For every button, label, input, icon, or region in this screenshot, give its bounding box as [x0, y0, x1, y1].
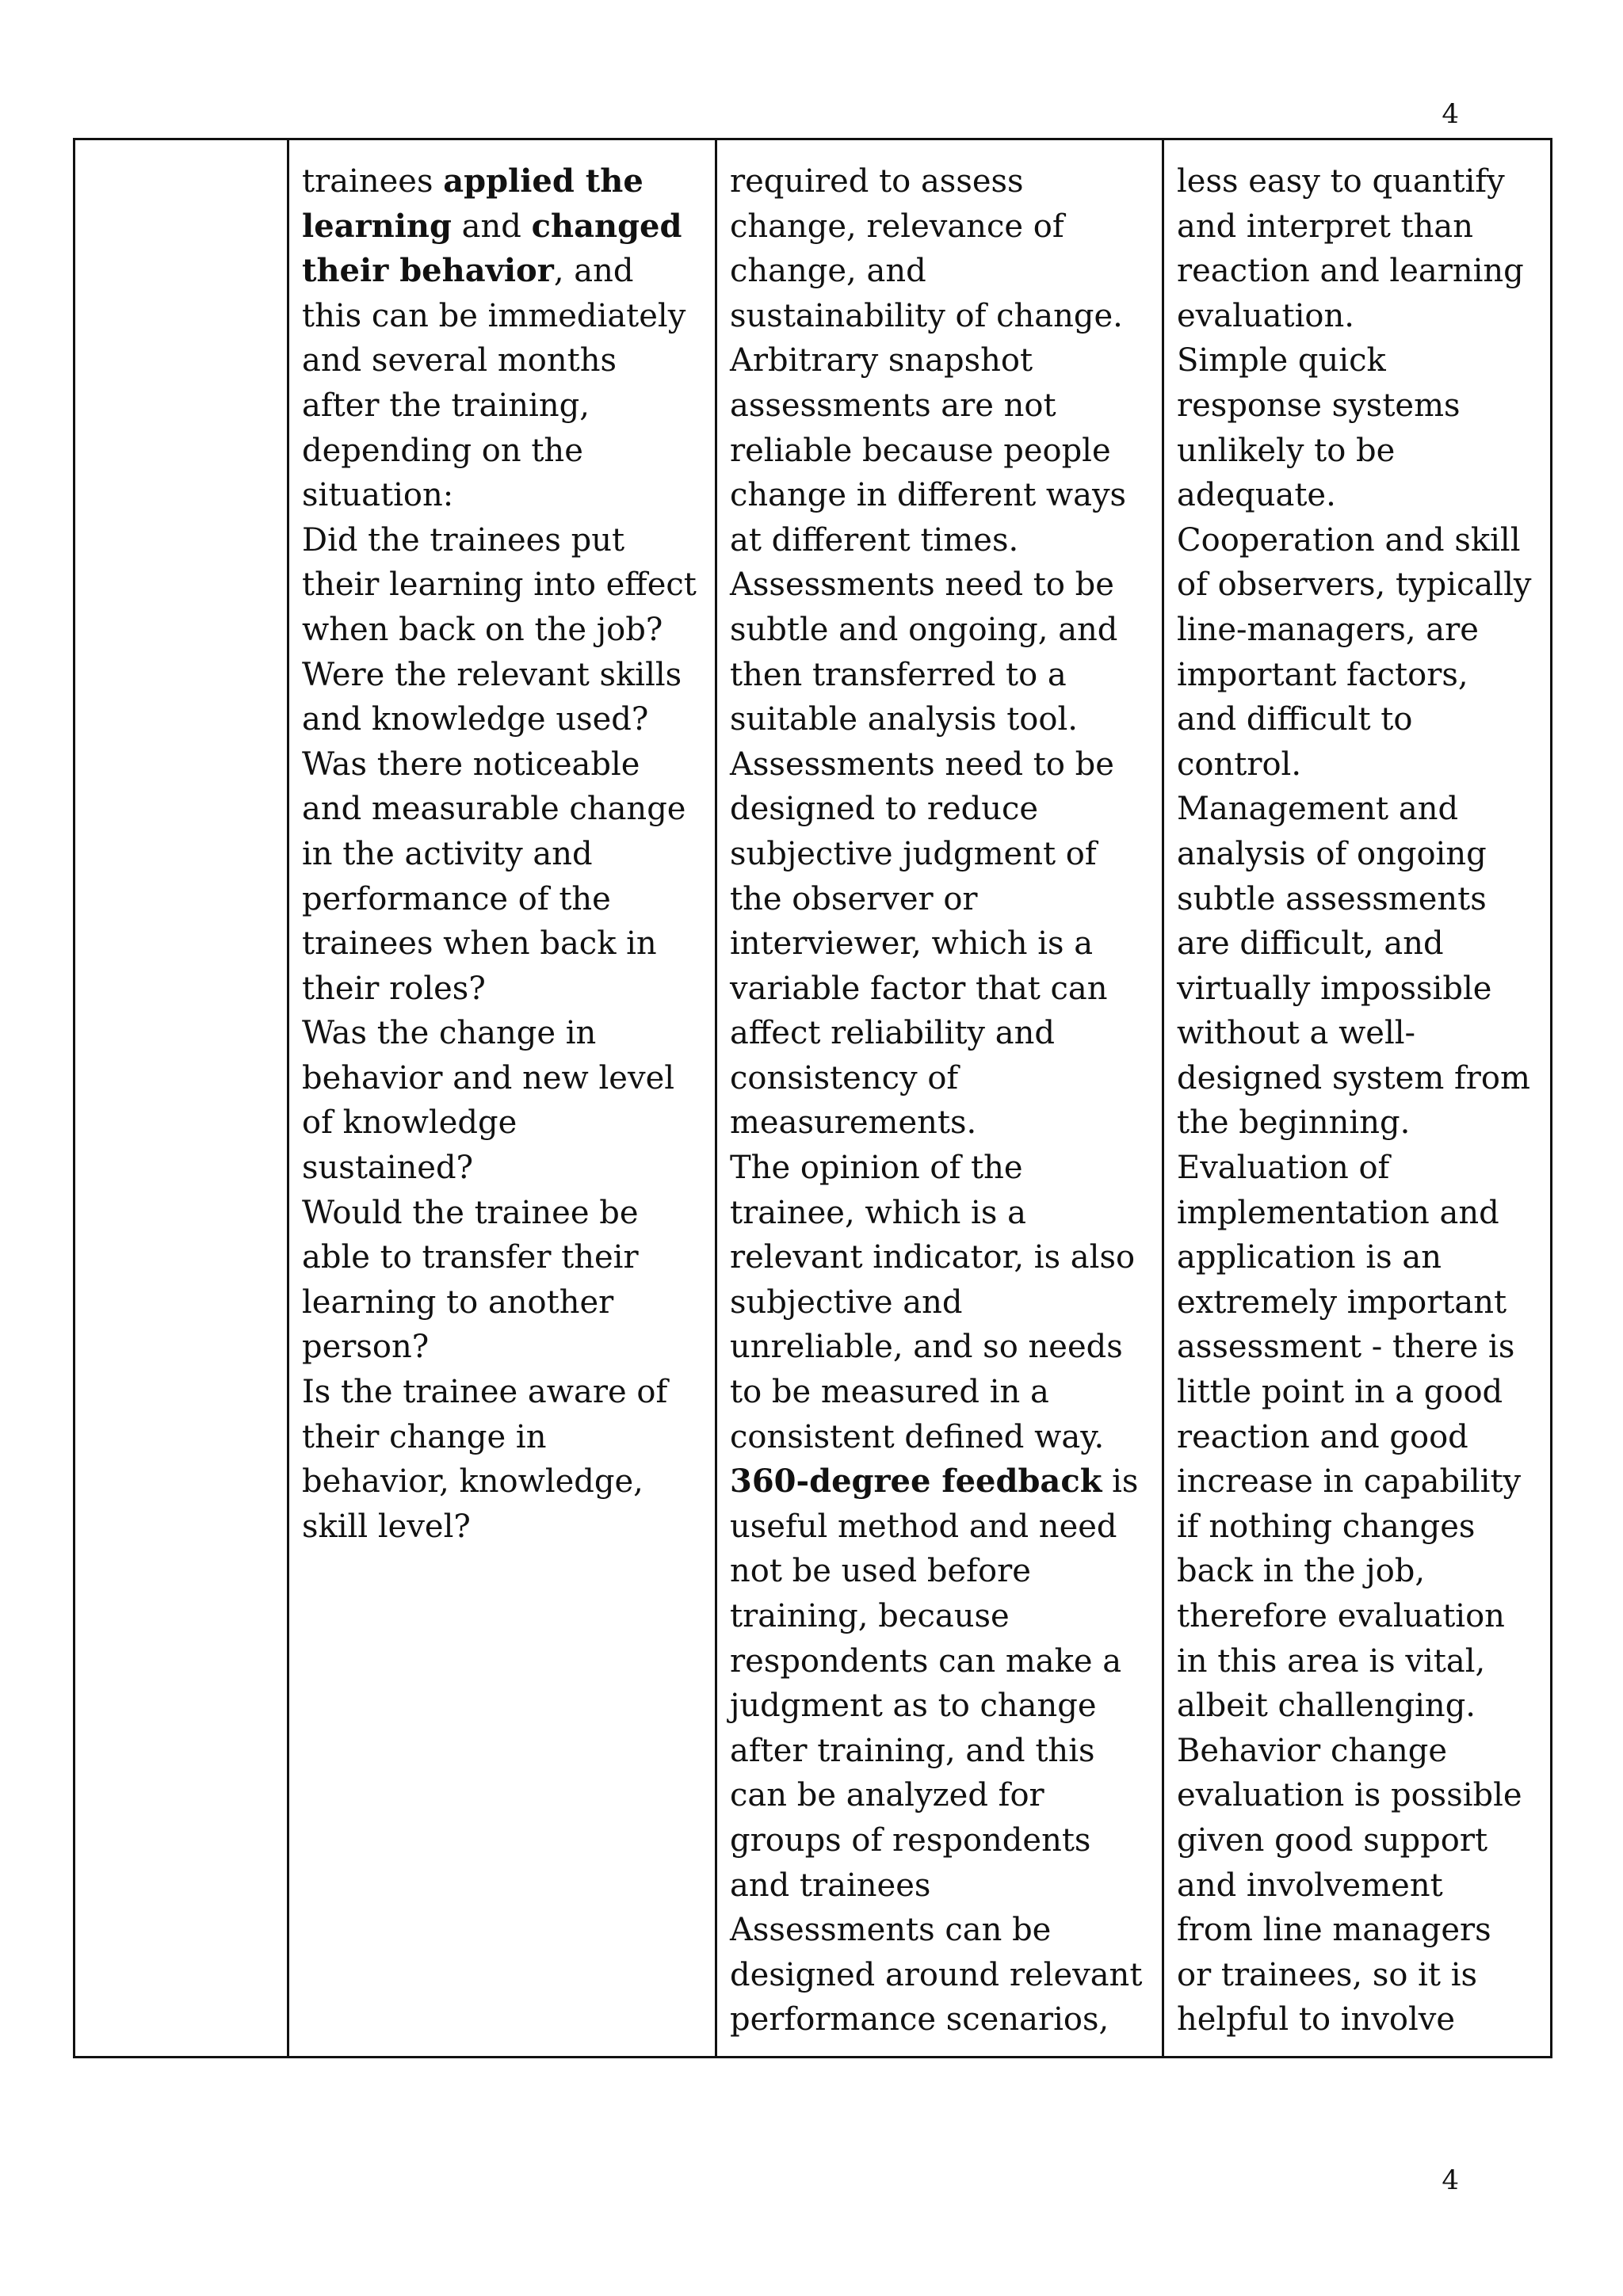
text-run: behavior and new level: [302, 1059, 675, 1097]
text-line: [730, 429, 1155, 474]
text-line: [730, 518, 1155, 563]
text-run: person?: [302, 1329, 430, 1366]
bold-text: applied the: [443, 162, 643, 200]
text-line: [1177, 1549, 1544, 1594]
text-line: [730, 1594, 1155, 1639]
text-run: Assessments need to be: [730, 746, 1114, 783]
text-line: [302, 742, 708, 788]
text-run: implementation and: [1177, 1194, 1499, 1231]
text-run: useful method and need: [730, 1508, 1117, 1545]
text-run: back in the job,: [1177, 1553, 1426, 1590]
text-run: helpful to involve: [1177, 2001, 1456, 2039]
text-run: required to assess: [730, 163, 1024, 200]
text-line: [730, 921, 1155, 967]
text-run: then transferred to a: [730, 656, 1067, 693]
text-run: and knowledge used?: [302, 701, 649, 738]
text-line: [1177, 1908, 1544, 1953]
text-line: [730, 1235, 1155, 1280]
text-run: control.: [1177, 746, 1302, 783]
text-run: this can be immediately: [302, 297, 686, 334]
text-line: [1177, 1011, 1544, 1056]
text-line: [730, 1011, 1155, 1056]
text-line: [302, 1505, 708, 1550]
text-line: [1177, 1505, 1544, 1550]
text-run: response systems: [1177, 387, 1461, 424]
text-line: [1177, 1863, 1544, 1909]
text-line: [302, 1280, 708, 1325]
text-line: [302, 159, 708, 204]
notes-cell: [1163, 139, 1552, 2058]
text-run: extremely important: [1177, 1283, 1507, 1321]
text-run: or trainees, so it is: [1177, 1956, 1478, 1993]
text-line: [730, 563, 1155, 608]
bold-text: 360-degree feedback: [730, 1463, 1102, 1501]
text-run: reaction and learning: [1177, 253, 1524, 290]
bold-text: changed: [531, 207, 682, 245]
text-run: and measurable change: [302, 791, 686, 828]
text-line: [730, 473, 1155, 518]
text-run: Simple quick: [1177, 342, 1386, 379]
text-line: [1177, 832, 1544, 877]
text-run: if nothing changes: [1177, 1508, 1476, 1545]
text-line: [302, 1011, 708, 1056]
text-line: [730, 1997, 1155, 2042]
text-line: [1177, 1191, 1544, 1236]
text-line: [302, 1325, 708, 1370]
text-line: [1177, 742, 1544, 788]
text-line: [730, 1818, 1155, 1863]
text-run: trainees: [302, 163, 444, 200]
text-line: [1177, 608, 1544, 653]
text-line: [302, 1415, 708, 1460]
text-run: are difficult, and: [1177, 925, 1444, 963]
text-run: training, because: [730, 1598, 1010, 1634]
text-run: albeit challenging.: [1177, 1688, 1476, 1725]
text-run: at different times.: [730, 521, 1019, 559]
text-line: [730, 1549, 1155, 1594]
text-run: without a well-: [1177, 1015, 1416, 1052]
text-line: [730, 1459, 1155, 1505]
text-run: subjective judgment of: [730, 835, 1097, 872]
text-run: designed around relevant: [730, 1956, 1143, 1993]
text-run: from line managers: [1177, 1912, 1491, 1949]
text-line: [1177, 1639, 1544, 1684]
text-run: performance scenarios,: [730, 2001, 1109, 2039]
text-line: [302, 563, 708, 608]
text-line: [302, 249, 708, 294]
text-run: change, relevance of: [730, 208, 1064, 245]
text-line: [1177, 1773, 1544, 1818]
text-line: [1177, 967, 1544, 1012]
text-run: variable factor that can: [730, 970, 1108, 1007]
text-run: performance of the: [302, 880, 611, 917]
text-run: less easy to quantify: [1177, 163, 1505, 200]
text-line: [730, 1325, 1155, 1370]
text-run: unlikely to be: [1177, 432, 1396, 469]
text-run: reliable because people: [730, 432, 1111, 469]
text-run: Were the relevant skills: [302, 656, 682, 693]
text-run: their change in: [302, 1418, 547, 1455]
text-line: [302, 832, 708, 877]
text-line: [1177, 697, 1544, 742]
text-line: [730, 1639, 1155, 1684]
text-line: [1177, 1325, 1544, 1370]
text-line: [1177, 653, 1544, 698]
text-line: [730, 338, 1155, 383]
text-run: is: [1102, 1463, 1139, 1501]
text-run: subjective and: [730, 1283, 963, 1321]
text-run: designed to reduce: [730, 791, 1039, 828]
text-run: skill level?: [302, 1508, 471, 1545]
text-run: after training, and this: [730, 1732, 1095, 1769]
text-line: [1177, 921, 1544, 967]
table-row: [74, 139, 1552, 2058]
text-line: [1177, 383, 1544, 429]
text-run: and involvement: [1177, 1867, 1443, 1904]
text-line: [302, 1370, 708, 1415]
text-line: [730, 1370, 1155, 1415]
text-line: [1177, 429, 1544, 474]
text-line: [302, 204, 708, 250]
text-line: [730, 204, 1155, 250]
text-line: [302, 383, 708, 429]
text-line: [1177, 294, 1544, 339]
text-line: [730, 967, 1155, 1012]
text-run: increase in capability: [1177, 1463, 1522, 1501]
text-line: [1177, 1729, 1544, 1774]
method-cell: [716, 139, 1163, 2058]
text-line: [1177, 563, 1544, 608]
text-run: Was there noticeable: [302, 746, 640, 783]
text-line: [1177, 518, 1544, 563]
text-line: [302, 608, 708, 653]
text-run: assessment - there is: [1177, 1329, 1515, 1366]
text-run: application is an: [1177, 1239, 1442, 1276]
text-run: the observer or: [730, 880, 978, 917]
text-run: and interpret than: [1177, 208, 1473, 245]
text-run: therefore evaluation: [1177, 1598, 1505, 1634]
text-line: [302, 1100, 708, 1146]
text-line: [730, 697, 1155, 742]
text-line: [730, 1505, 1155, 1550]
text-line: [1177, 1146, 1544, 1191]
text-line: [730, 608, 1155, 653]
text-line: [1177, 159, 1544, 204]
text-run: consistency of: [730, 1059, 959, 1097]
text-run: can be analyzed for: [730, 1777, 1044, 1814]
text-run: and: [451, 208, 532, 245]
text-line: [730, 294, 1155, 339]
text-run: able to transfer their: [302, 1239, 639, 1276]
text-line: [1177, 204, 1544, 250]
text-run: Would the trainee be: [302, 1194, 639, 1231]
text-run: behavior, knowledge,: [302, 1463, 643, 1501]
text-line: [302, 1235, 708, 1280]
text-line: [730, 832, 1155, 877]
text-line: [1177, 473, 1544, 518]
text-line: [1177, 1953, 1544, 1998]
text-line: [730, 1773, 1155, 1818]
text-line: [1177, 1684, 1544, 1729]
text-line: [1177, 1818, 1544, 1863]
text-line: [302, 294, 708, 339]
text-run: , and: [553, 253, 634, 290]
text-line: [1177, 249, 1544, 294]
text-line: [1177, 1056, 1544, 1101]
text-line: [1177, 877, 1544, 922]
text-line: [302, 653, 708, 698]
bold-text: their behavior: [302, 252, 554, 290]
text-line: [730, 1908, 1155, 1953]
text-line: [302, 1191, 708, 1236]
text-run: trainee, which is a: [730, 1194, 1026, 1231]
text-line: [302, 697, 708, 742]
text-run: respondents can make a: [730, 1642, 1122, 1680]
text-line: [1177, 1235, 1544, 1280]
text-run: The opinion of the: [730, 1150, 1023, 1187]
text-line: [730, 1953, 1155, 1998]
text-run: Is the trainee aware of: [302, 1374, 668, 1411]
text-run: in the activity and: [302, 835, 593, 872]
text-run: of knowledge: [302, 1104, 517, 1142]
text-run: analysis of ongoing: [1177, 835, 1487, 872]
text-run: depending on the: [302, 432, 583, 469]
text-run: virtually impossible: [1177, 970, 1492, 1007]
text-run: Management and: [1177, 791, 1459, 828]
text-run: important factors,: [1177, 656, 1468, 693]
text-line: [730, 877, 1155, 922]
text-run: Arbitrary snapshot: [730, 342, 1033, 379]
text-run: judgment as to change: [730, 1688, 1097, 1725]
evaluation-table: [73, 138, 1552, 2058]
text-run: change in different ways: [730, 477, 1127, 514]
text-run: learning to another: [302, 1283, 614, 1321]
text-run: little point in a good: [1177, 1374, 1503, 1411]
text-line: [730, 1146, 1155, 1191]
text-run: assessments are not: [730, 387, 1056, 424]
text-line: [302, 1056, 708, 1101]
level-cell: [74, 139, 288, 2058]
text-line: [302, 787, 708, 832]
text-run: evaluation.: [1177, 297, 1354, 334]
page-number-footer: 4: [1442, 2164, 1459, 2196]
text-line: [730, 1684, 1155, 1729]
text-line: [302, 338, 708, 383]
text-line: [730, 159, 1155, 204]
text-line: [1177, 1100, 1544, 1146]
text-line: [1177, 338, 1544, 383]
text-line: [1177, 1459, 1544, 1505]
text-line: [730, 1100, 1155, 1146]
text-line: [302, 1459, 708, 1505]
text-run: reaction and good: [1177, 1418, 1468, 1455]
text-line: [730, 1729, 1155, 1774]
text-run: of observers, typically: [1177, 566, 1532, 604]
text-run: Did the trainees put: [302, 521, 625, 559]
text-line: [1177, 1415, 1544, 1460]
text-run: their learning into effect: [302, 566, 697, 604]
text-run: and several months: [302, 342, 617, 379]
text-run: suitable analysis tool.: [730, 701, 1078, 738]
text-line: [730, 742, 1155, 788]
text-line: [730, 249, 1155, 294]
text-run: relevant indicator, is also: [730, 1239, 1136, 1276]
text-run: when back on the job?: [302, 611, 663, 648]
text-line: [730, 1191, 1155, 1236]
text-run: measurements.: [730, 1104, 977, 1142]
text-run: affect reliability and: [730, 1015, 1055, 1052]
description-cell: [288, 139, 716, 2058]
text-run: after the training,: [302, 387, 590, 424]
text-run: situation:: [302, 477, 454, 514]
text-line: [1177, 1594, 1544, 1639]
text-run: not be used before: [730, 1553, 1031, 1590]
text-line: [730, 1863, 1155, 1909]
text-run: subtle assessments: [1177, 880, 1487, 917]
text-run: and difficult to: [1177, 701, 1413, 738]
text-run: Assessments need to be: [730, 566, 1114, 604]
text-line: [302, 518, 708, 563]
text-run: interviewer, which is a: [730, 925, 1094, 963]
text-run: given good support: [1177, 1821, 1488, 1859]
text-line: [302, 429, 708, 474]
text-line: [730, 383, 1155, 429]
text-line: [302, 473, 708, 518]
text-run: consistent defined way.: [730, 1418, 1105, 1455]
text-line: [730, 1280, 1155, 1325]
text-run: in this area is vital,: [1177, 1642, 1486, 1680]
text-run: Was the change in: [302, 1015, 597, 1052]
text-run: Assessments can be: [730, 1912, 1052, 1949]
text-run: evaluation is possible: [1177, 1777, 1522, 1814]
page-number-header: 4: [1442, 98, 1459, 130]
text-line: [730, 653, 1155, 698]
text-line: [302, 877, 708, 922]
text-run: Behavior change: [1177, 1732, 1448, 1769]
text-run: line-managers, are: [1177, 611, 1479, 648]
text-run: change, and: [730, 253, 926, 290]
text-run: to be measured in a: [730, 1374, 1049, 1411]
text-line: [730, 1415, 1155, 1460]
text-run: subtle and ongoing, and: [730, 611, 1118, 648]
text-line: [302, 967, 708, 1012]
text-run: and trainees: [730, 1867, 931, 1904]
text-run: sustained?: [302, 1150, 474, 1187]
text-run: adequate.: [1177, 477, 1336, 514]
text-line: [302, 1146, 708, 1191]
text-line: [1177, 787, 1544, 832]
text-run: their roles?: [302, 970, 486, 1007]
text-line: [730, 1056, 1155, 1101]
text-run: groups of respondents: [730, 1821, 1091, 1859]
text-line: [1177, 1370, 1544, 1415]
text-run: designed system from: [1177, 1059, 1530, 1097]
text-line: [302, 921, 708, 967]
text-run: Evaluation of: [1177, 1150, 1390, 1187]
text-line: [730, 787, 1155, 832]
text-line: [1177, 1280, 1544, 1325]
bold-text: learning: [302, 207, 452, 245]
text-run: Cooperation and skill: [1177, 521, 1521, 559]
text-run: unreliable, and so needs: [730, 1329, 1123, 1366]
text-run: sustainability of change.: [730, 297, 1123, 334]
text-run: the beginning.: [1177, 1104, 1411, 1142]
text-line: [1177, 1997, 1544, 2042]
text-run: trainees when back in: [302, 925, 657, 963]
